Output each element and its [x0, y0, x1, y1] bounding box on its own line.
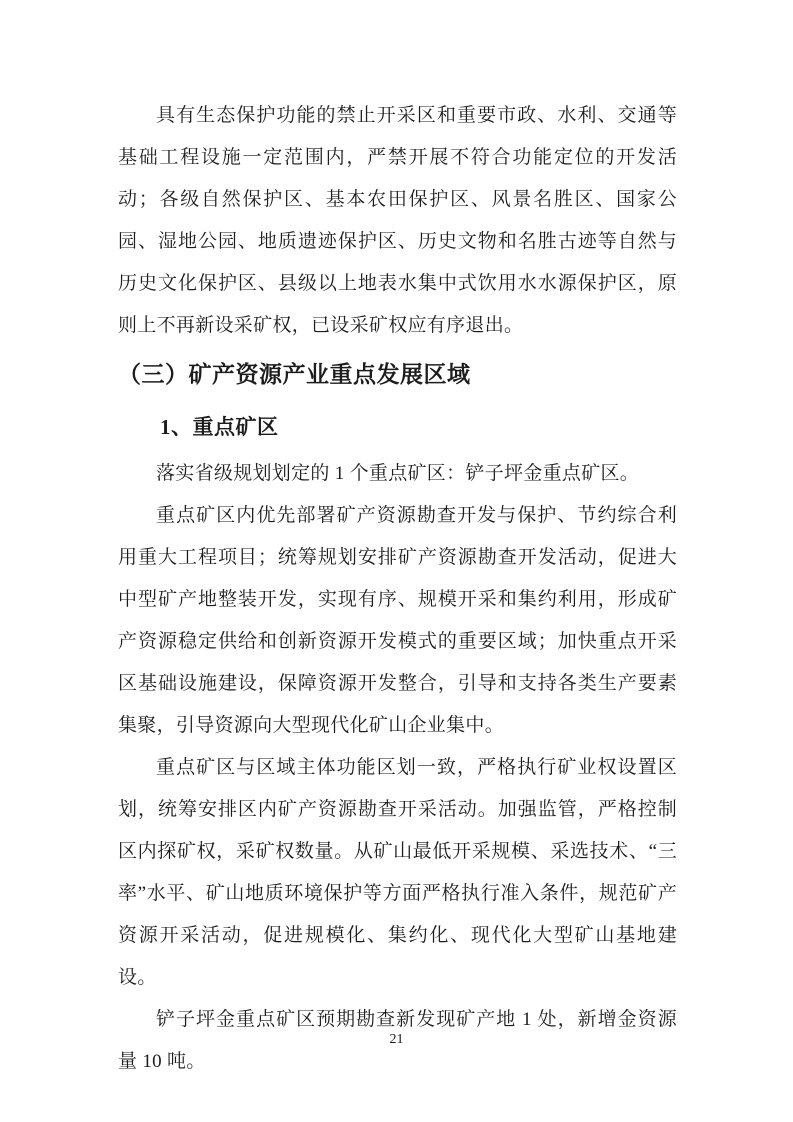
- paragraph-key-zone-designation: 落实省级规划划定的 1 个重点矿区：铲子坪金重点矿区。: [156, 463, 640, 484]
- page-number: 21: [389, 1032, 404, 1047]
- section-heading-key-development-areas: （三）矿产资源产业重点发展区域: [118, 362, 471, 387]
- sub-heading-key-mining-area: 1、重点矿区: [160, 415, 279, 439]
- document-body: [118, 95, 677, 1083]
- paragraph-exploration-expectation: 铲子坪金重点矿区预期勘查新发现矿产地 1 处，新增金资源量 10 吨。: [118, 1009, 677, 1072]
- paragraph-deployment: 重点矿区内优先部署矿产资源勘查开发与保护、节约综合利用重大工程项目；统筹规划安排矿产资源勘查开发活动，促进大中型矿产地整装开发，实现有序、规模开采和集约利用，形成矿产资源稳定供给和创新资源开发模式的重要区域；加快重点开采区基础设施建设，保障资源开发整合，引导和支持各类生产要素集聚，引导资源向大型现代化矿山企业集中。: [118, 505, 677, 736]
- paragraph-protection-zones: 具有生态保护功能的禁止开采区和重要市政、水利、交通等基础工程设施一定范围内，严禁开展不符合功能定位的开发活动；各级自然保护区、基本农田保护区、风景名胜区、国家公园、湿地公园、地质遗迹保护区、历史文物和名胜古迹等自然与历史文化保护区、县级以上地表水集中式饮用水水源保护区，原则上不再新设采矿权，已设采矿权应有序退出。: [118, 105, 677, 336]
- paragraph-control-management: 重点矿区与区域主体功能区划一致，严格执行矿业权设置区划，统筹安排区内矿产资源勘查开采活动。加强监管，严格控制区内探矿权，采矿权数量。从矿山最低开采规模、采选技术、“三率”水平、矿山地质环境保护等方面严格执行准入条件，规范矿产资源开采活动，促进规模化、集约化、现代化大型矿山基地建设。: [118, 757, 677, 988]
